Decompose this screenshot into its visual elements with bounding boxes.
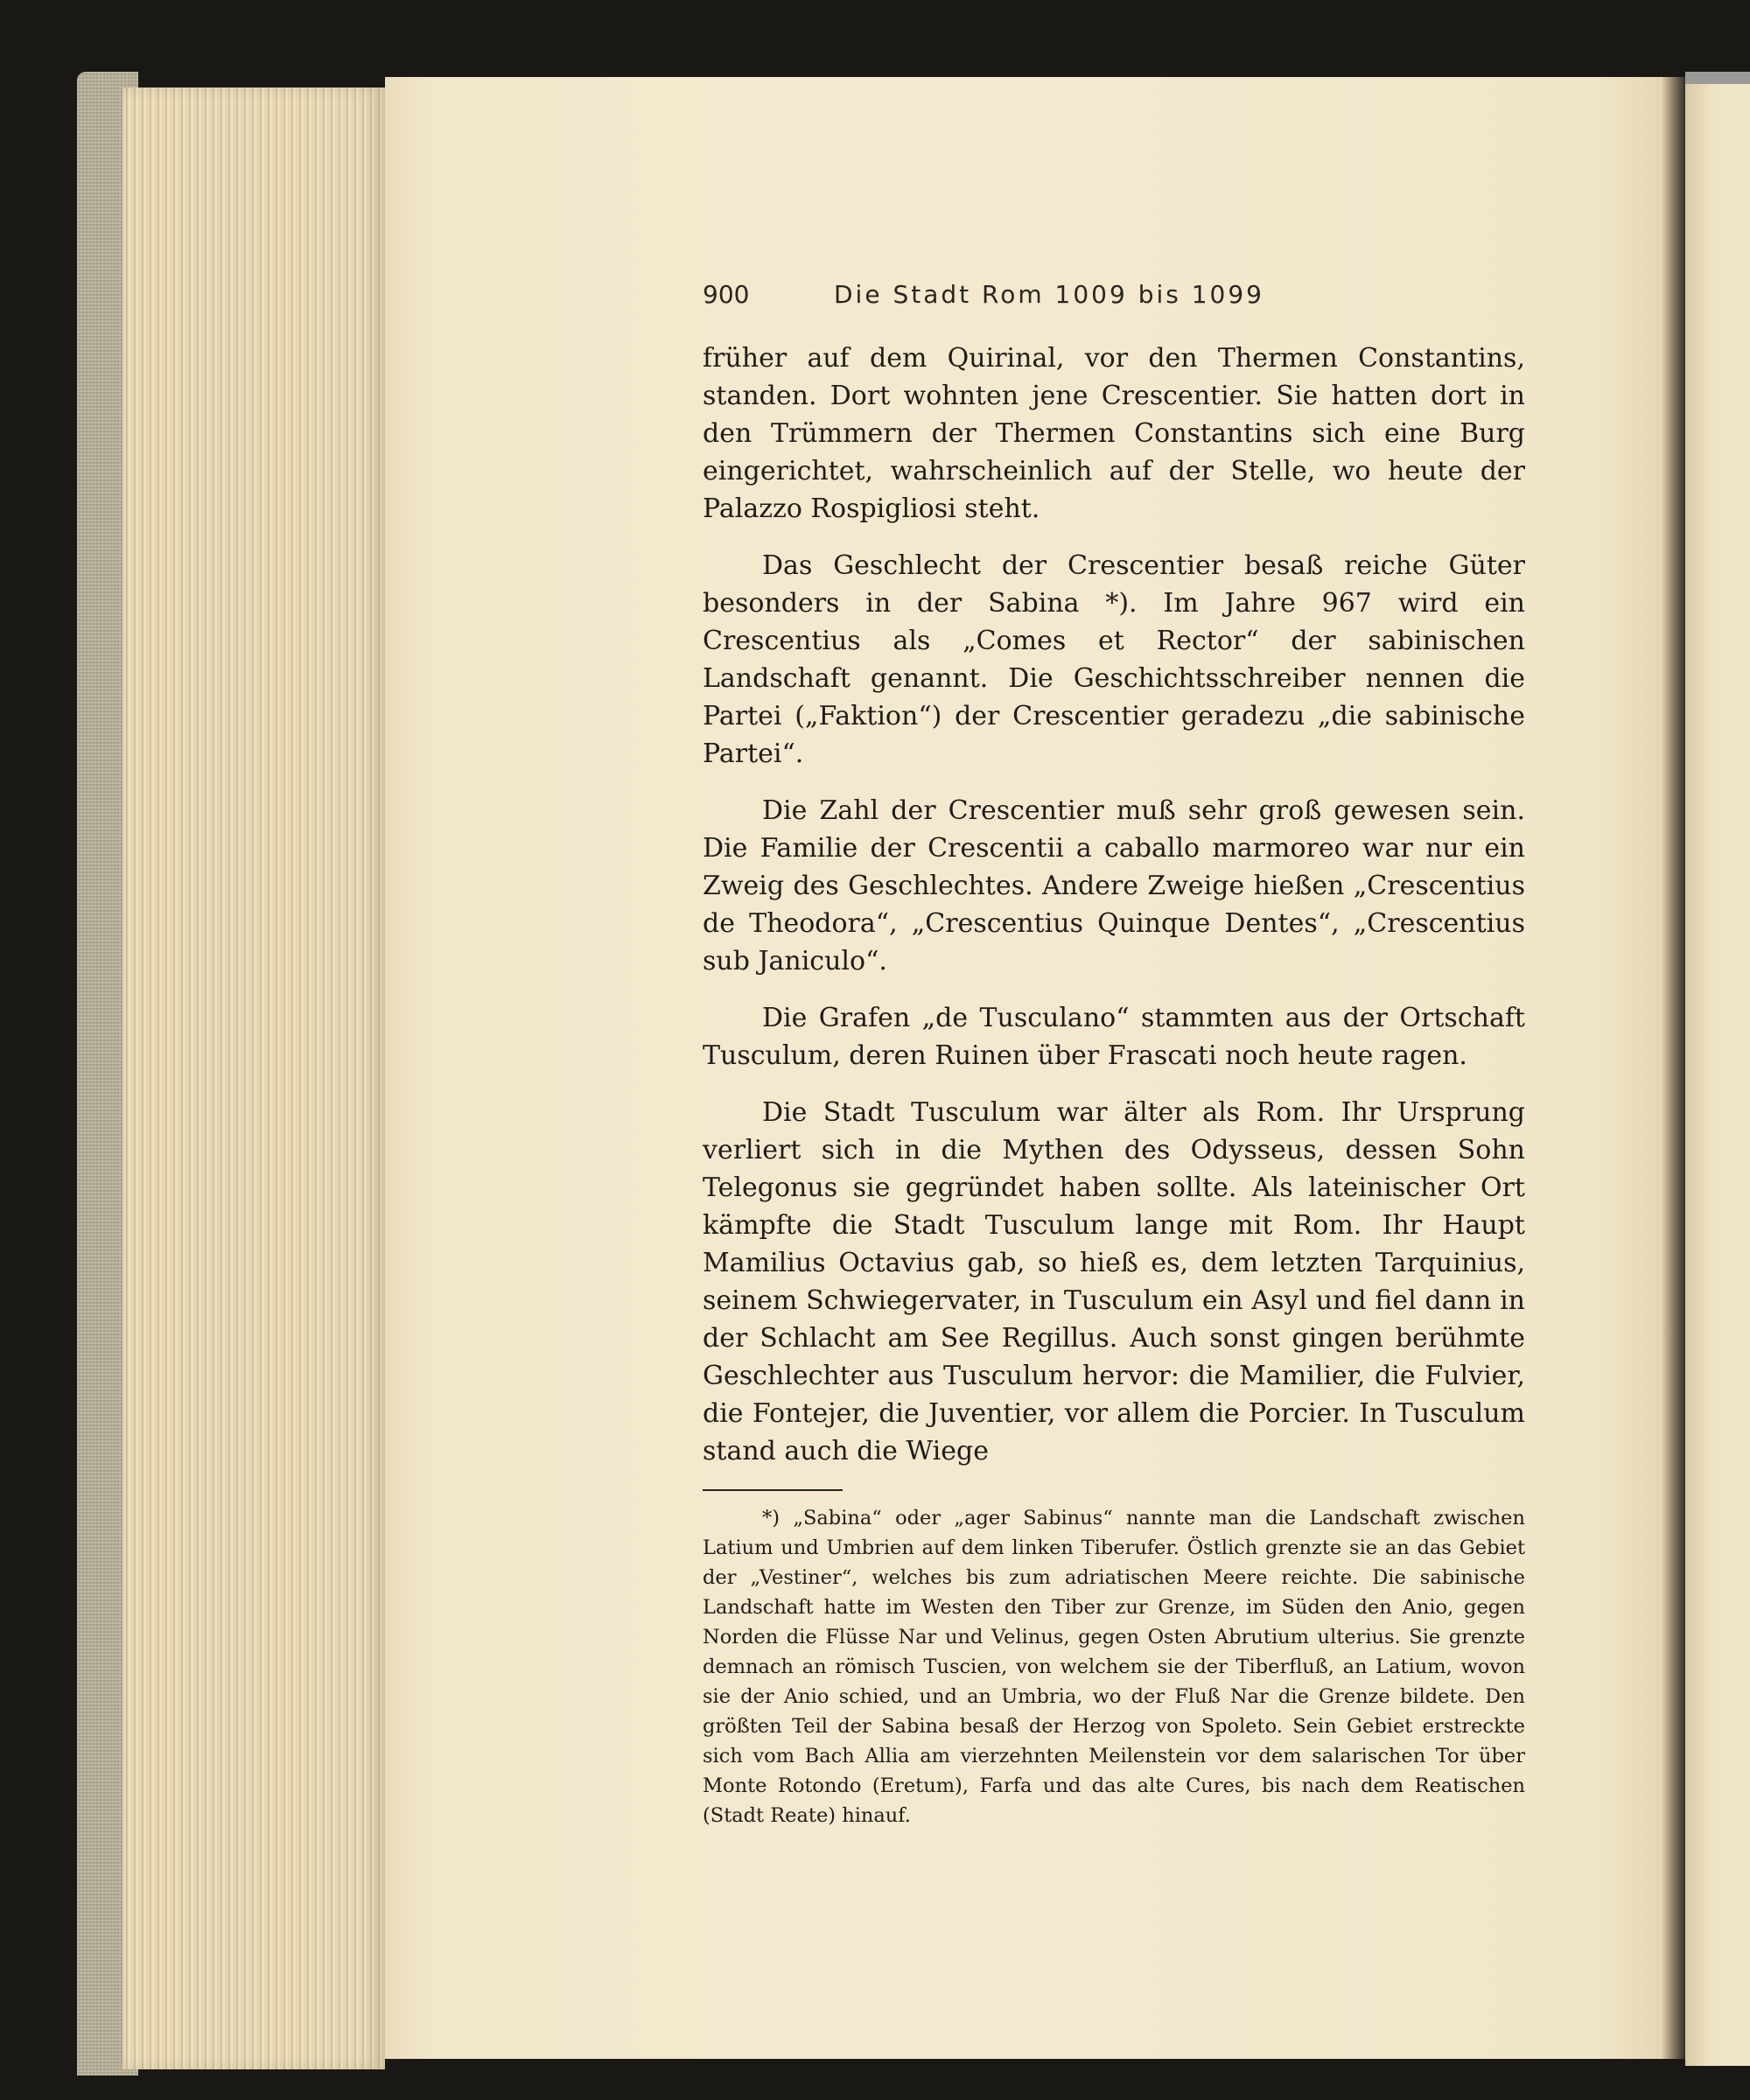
running-head	[703, 280, 1525, 322]
running-title: Die Stadt Rom 1009 bis 1099	[834, 280, 1264, 309]
page-number: 900	[703, 280, 750, 309]
paragraph-3: Die Zahl der Crescentier muß sehr groß gewesen sein. Die Familie der Crescentii a caballo marmoreo war nur ein Zweig des Geschlechtes. Andere Zweige hießen „Crescentius de Theodora“, „Crescentius Quinque Dentes“, „Crescentius sub Janiculo“.	[703, 795, 1525, 976]
paragraph-2: Das Geschlecht der Crescentier besaß reiche Güter besonders in der Sabina *). Im Jahre 967 wird ein Crescentius als „Comes et Rector“ der sabinischen Landschaft genannt. Die Geschichtsschreiber nennen die Partei („Faktion“) der Crescentier geradezu „die sabinische Partei“.	[703, 550, 1525, 769]
paragraph-5: Die Stadt Tusculum war älter als Rom. Ihr Ursprung verliert sich in die Mythen des Odysseus, dessen Sohn Telegonus sie gegründet haben sollte. Als lateinischer Ort kämpfte die Stadt Tusculum lange mit Rom. Ihr Haupt Mamilius Octavius gab, so hieß es, dem letzten Tarquinius, seinem Schwiegervater, in Tusculum ein Asyl und fiel dann in der Schlacht am See Regillus. Auch sonst gingen berühmte Geschlechter aus Tusculum hervor: die Mamilier, die Fulvier, die Fontejer, die Juventier, vor allem die Porcier. In Tusculum stand auch die Wiege	[703, 1097, 1525, 1466]
paragraph-4: Die Grafen „de Tusculano“ stammten aus der Ortschaft Tusculum, deren Ruinen über Frascati noch heute ragen.	[703, 1003, 1525, 1071]
gutter-shadow	[1662, 77, 1687, 2059]
page-edges	[122, 88, 385, 2069]
footnote-rule	[703, 1489, 843, 1491]
page-content	[703, 280, 1525, 1830]
body-text	[703, 340, 1525, 1470]
next-page-sliver	[1685, 84, 1750, 2066]
footnote: *) „Sabina“ oder „ager Sabinus“ nannte man die Landschaft zwischen Latium und Umbrien auf dem linken Tiberufer. Östlich grenzte sie an das Gebiet der „Vestiner“, welches bis zum adriatischen Meere reichte. Die sabinische Landschaft hatte im Westen den Tiber zur Grenze, im Süden den Anio, gegen Norden die Flüsse Nar und Velinus, gegen Osten Abrutium ulterius. Sie grenzte demnach an römisch Tuscien, von welchem sie der Tiberfluß, an Latium, wovon sie der Anio schied, und an Umbria, wo der Fluß Nar die Grenze bildete. Den größten Teil der Sabina besaß der Herzog von Spoleto. Sein Gebiet erstreckte sich vom Bach Allia am vierzehnten Meilenstein vor dem salarischen Tor über Monte Rotondo (Eretum), Farfa und das alte Cures, bis nach dem Reatischen (Stadt Reate) hinauf.	[703, 1507, 1525, 1827]
paragraph-1: früher auf dem Quirinal, vor den Thermen Constantins, standen. Dort wohnten jene Crescentier. Sie hatten dort in den Trümmern der Thermen Constantins sich eine Burg eingerichtet, wahrscheinlich auf der Stelle, wo heute der Palazzo Rospigliosi steht.	[703, 343, 1525, 524]
